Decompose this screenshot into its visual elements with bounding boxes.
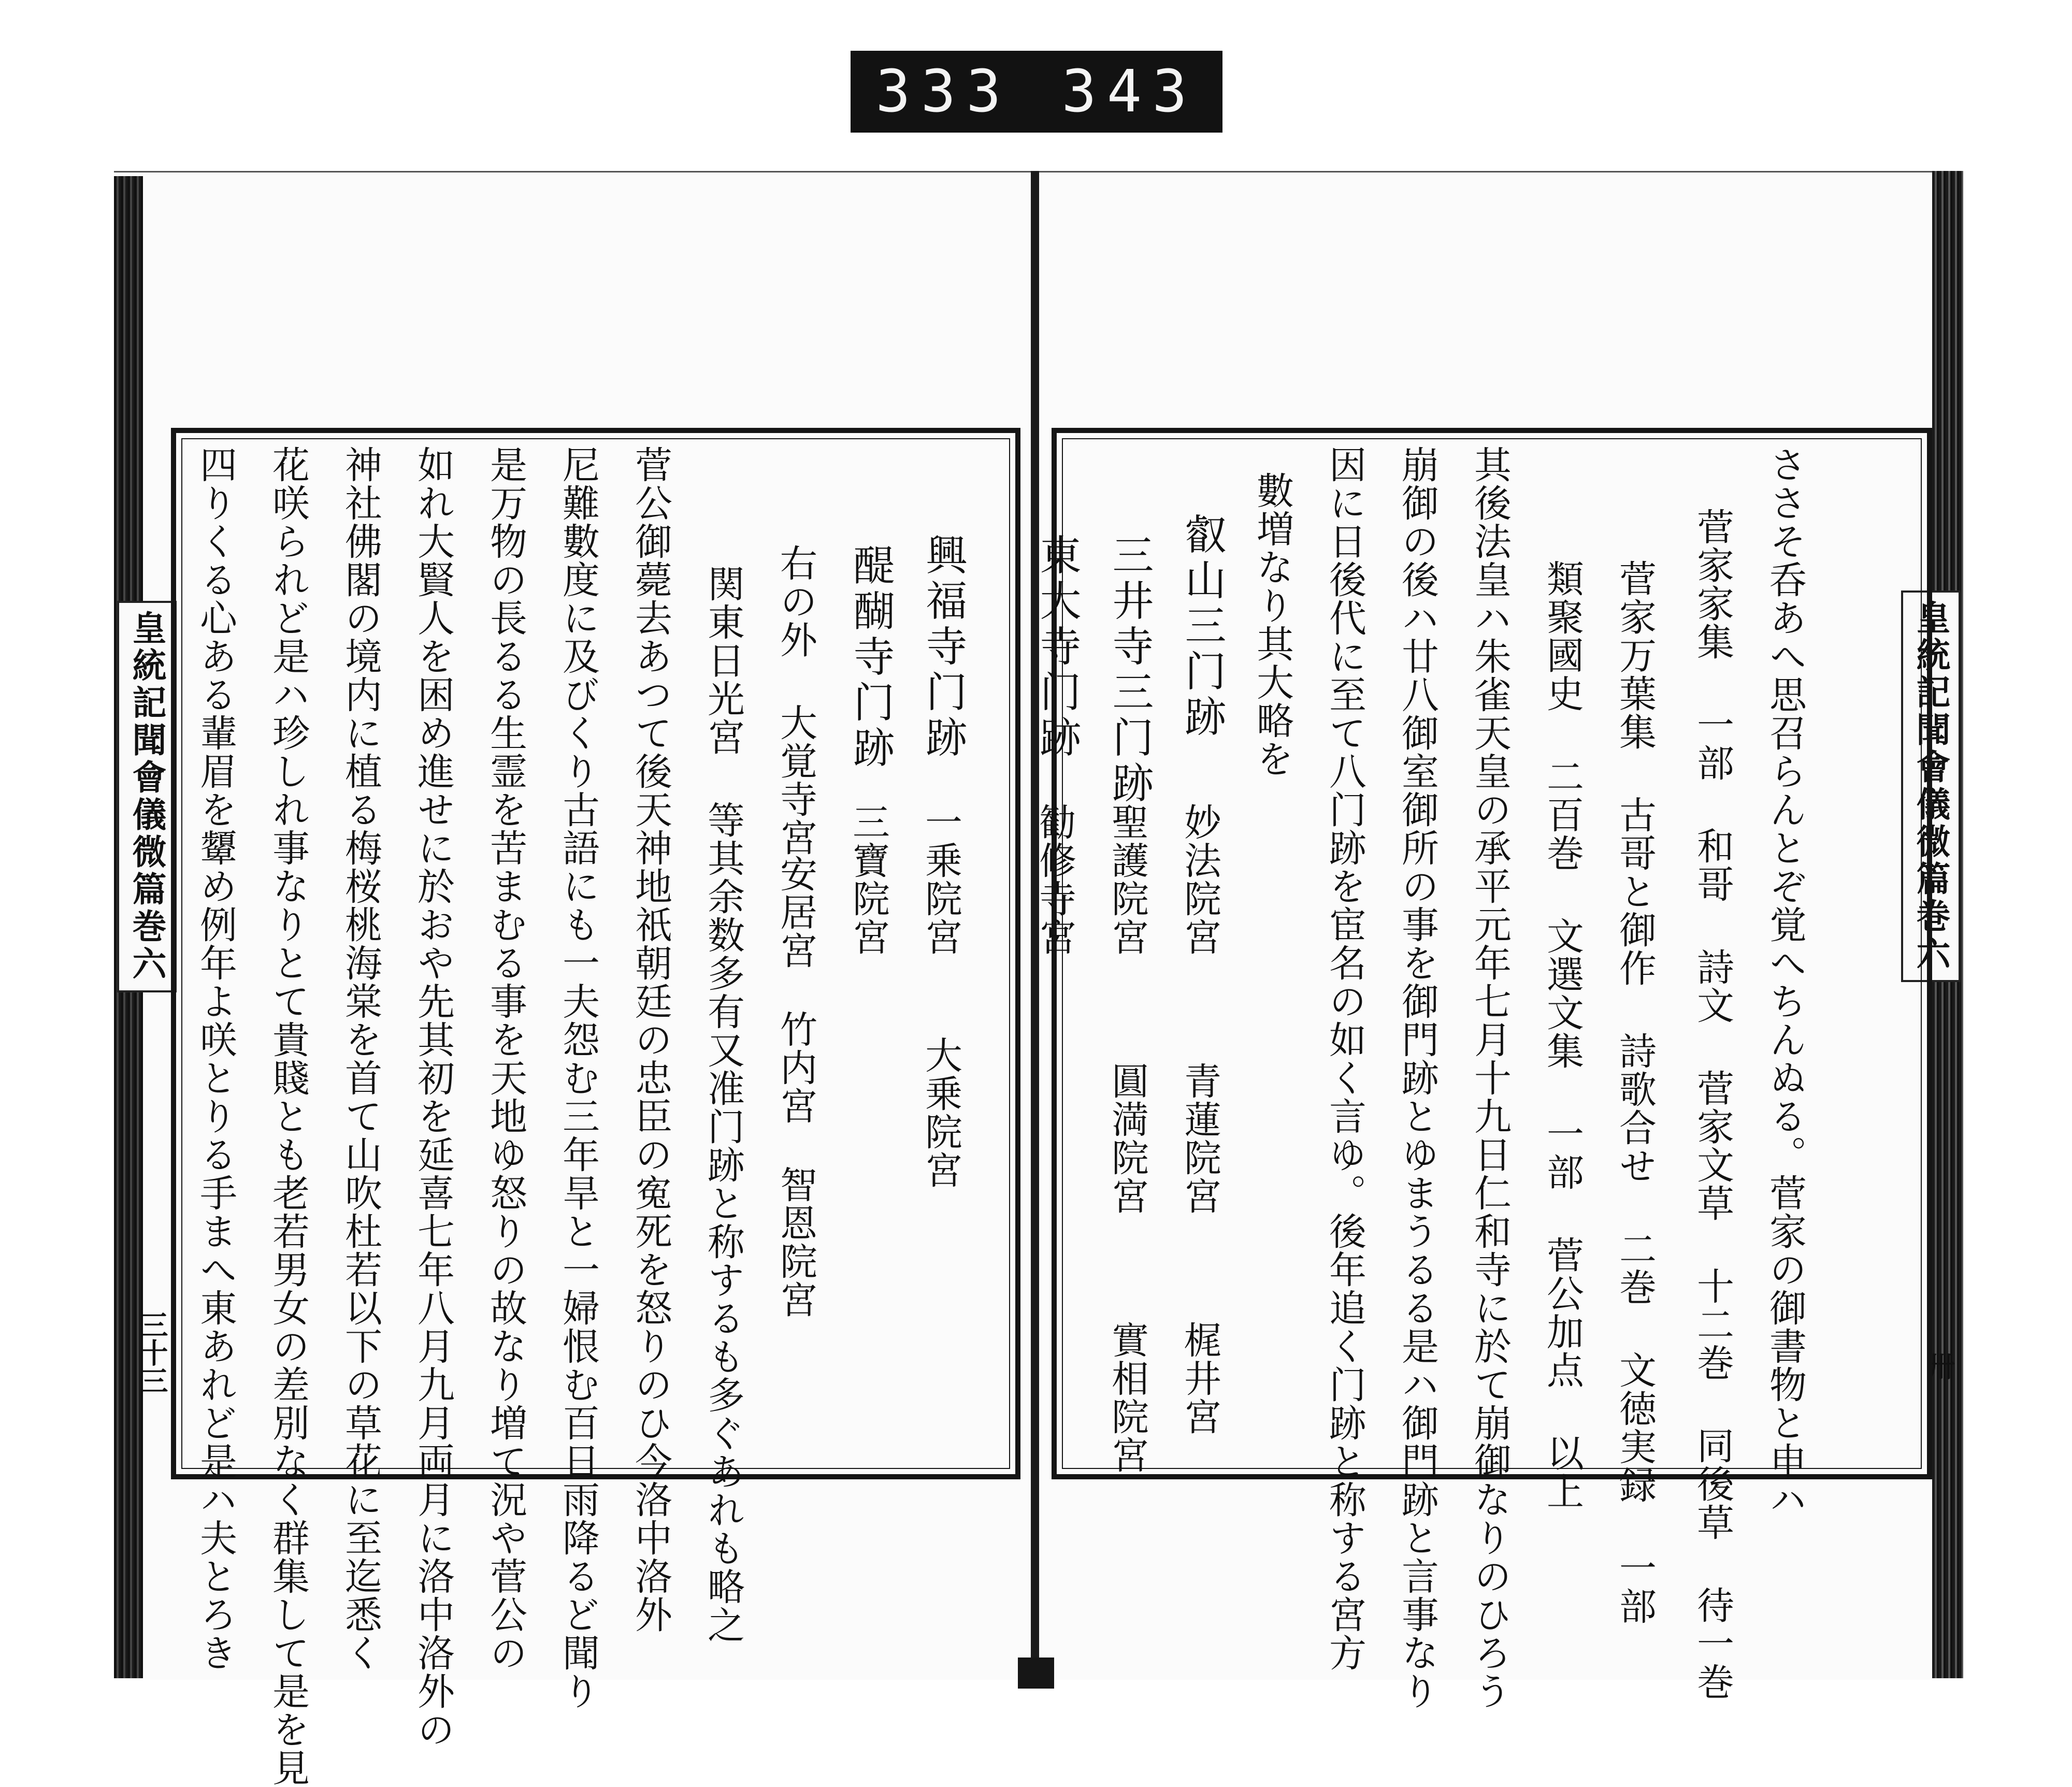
- plate-right-number: 343: [1061, 58, 1198, 125]
- right-line-7: 因に日後代に至て八门跡を宦名の如く言ゆ。後年追く门跡と称する宮方: [1323, 445, 1366, 1672]
- left-line-8: 四りくる心ある輩眉を顰め例年よ咲とりる手まへ東あれど是ハ夫とろき: [194, 445, 237, 1672]
- right-line-2: 菅家家集 一部 和哥 詩文 菅家文草 十二巻 同後草 待一巻: [1691, 508, 1734, 1701]
- right-line-6: 崩御の後ハ廿八御室御所の事を御門跡とゆまうるる是ハ御門跡と言事なり: [1395, 445, 1439, 1710]
- right-list-2-head: 三井寺三门跡: [1105, 534, 1154, 807]
- right-list-3-a: 勧修寺宮: [1033, 803, 1076, 956]
- left-list-1-head: 興福寺门跡: [919, 534, 967, 761]
- left-line-2: 菅公御薨去あつて後天神地祇朝廷の忠臣の寃死を怒りのひ今洛中洛外: [629, 445, 672, 1634]
- left-spine-title: 皇統記聞會儀微篇巻六: [117, 601, 177, 992]
- right-line-1: ささそ呑あへ思召らんとぞ覚へちんぬる。菅家の御書物と申ハ: [1763, 445, 1807, 1519]
- left-list-2-head: 醍醐寺门跡: [846, 544, 895, 772]
- page-number-plate: [851, 51, 1222, 133]
- right-line-4: 類聚國史 二百巻 文選文集 一部 菅公加点 以上: [1541, 559, 1584, 1510]
- right-folio: 卅: [1923, 1352, 1956, 1380]
- left-list-3-head: 右の外 大覚寺宮: [774, 544, 817, 857]
- right-line-8: 數増なり其大略を: [1250, 471, 1294, 778]
- right-list-1-b: 青蓮院宮: [1178, 1062, 1221, 1215]
- right-list-1-head: 叡山三门跡: [1178, 513, 1226, 741]
- plate-left-number: 333: [875, 58, 1012, 125]
- right-line-3: 菅家万葉集 古哥と御作 詩歌合せ 二巻 文徳実録 一部: [1613, 559, 1657, 1625]
- right-list-2-c: 實相院宮: [1105, 1321, 1149, 1474]
- gutter-binding: [1018, 1658, 1054, 1689]
- right-list-3-head: 東大寺门跡: [1033, 534, 1081, 761]
- right-list-2-a: 聖護院宮: [1105, 803, 1149, 956]
- right-list-1-a: 妙法院宮: [1178, 803, 1221, 956]
- left-line-5: 如れ大賢人を困め進せに於おや先其初を延喜七年八月九月両月に洛中洛外の: [411, 445, 455, 1749]
- right-spine-title: 皇統記聞會儀微篇巻六: [1901, 590, 1961, 982]
- left-line-7: 花咲られど是ハ珍しれ事なりとて貴賤とも老若男女の差別なく群集して是を見: [266, 445, 310, 1787]
- left-line-4: 是万物の長るる生霊を苦まむる事を天地ゆ怒りの故なり増て況や菅公の: [484, 445, 527, 1672]
- left-line-1: 関東日光宮 等其余数多有又准门跡と称するも多ぐあれも略之: [701, 565, 745, 1644]
- left-list-1-a: 一乗院宮: [919, 803, 962, 956]
- open-book: [114, 171, 1963, 1787]
- left-list-2-a: 三寶院宮: [846, 803, 890, 956]
- left-line-6: 神社佛閣の境内に植る梅桜桃海棠を首て山吹杜若以下の草花に至迄悉く: [339, 445, 382, 1672]
- right-list-2-b: 圓満院宮: [1105, 1062, 1149, 1215]
- left-list-3-b: 竹内宮: [774, 1010, 817, 1125]
- right-list-1-c: 梶井宮: [1178, 1321, 1221, 1436]
- left-list-3-a: 安居宮: [774, 855, 817, 970]
- left-folio: 三十三: [136, 1310, 169, 1394]
- left-line-3: 尼難數度に及びくり古語にも一夫怨む三年旱と一婦恨む百日雨降るど聞り: [556, 445, 600, 1710]
- left-list-3-c: 智恩院宮: [774, 1165, 817, 1319]
- right-line-5: 其後法皇ハ朱雀天皇の承平元年七月十九日仁和寺に於て崩御なりのひろう: [1468, 445, 1512, 1710]
- left-list-1-b: 大乗院宮: [919, 1036, 962, 1189]
